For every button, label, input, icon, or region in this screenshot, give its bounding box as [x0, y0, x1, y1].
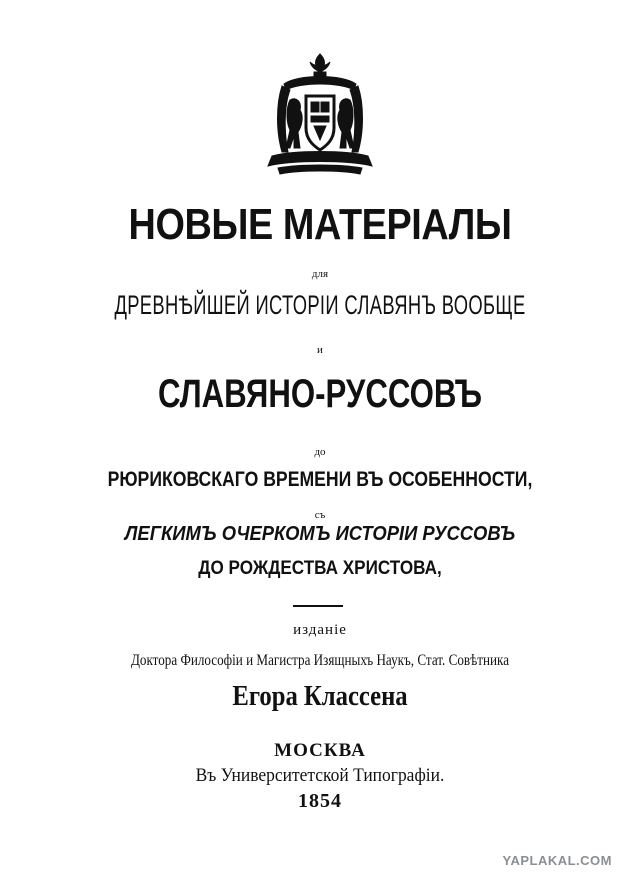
edition-label: изданіе — [293, 622, 347, 638]
imprint-year: 1854 — [298, 790, 342, 812]
connector-s: съ — [314, 509, 326, 521]
subtitle-line-3: РЮРИКОВСКАГО ВРЕМЕНИ ВЪ ОСОБЕННОСТИ, — [107, 468, 533, 491]
subtitle-line-4: ЛЕГКИМЪ ОЧЕРКОМЪ ИСТОРІИ РУССОВЪ — [124, 523, 516, 545]
site-watermark: YAPLAKAL.COM — [502, 853, 612, 868]
connector-i: и — [317, 344, 323, 356]
author-name: Егора Классена — [232, 680, 408, 712]
book-title: НОВЫЕ МАТЕРІАЛЫ — [128, 200, 512, 249]
subtitle-line-1: ДРЕВНѢЙШЕЙ ИСТОРІИ СЛАВЯНЪ ВООБЩЕ — [114, 290, 526, 320]
imprint-press: Въ Университетской Типографіи. — [195, 765, 445, 786]
divider-rule — [293, 605, 343, 607]
author-credentials: Доктора Философіи и Магистра Изящныхъ Наукъ, Стат. Совѣтника — [130, 652, 510, 669]
connector-dlya: для — [311, 268, 329, 280]
subtitle-line-5: ДО РОЖДЕСТВА ХРИСТОВА, — [198, 558, 442, 579]
imprint-city: МОСКВА — [274, 740, 366, 761]
subtitle-line-2: СЛАВЯНО-РУССОВЪ — [157, 372, 483, 416]
coat-of-arms-icon — [264, 52, 376, 180]
connector-do: до — [314, 446, 326, 458]
